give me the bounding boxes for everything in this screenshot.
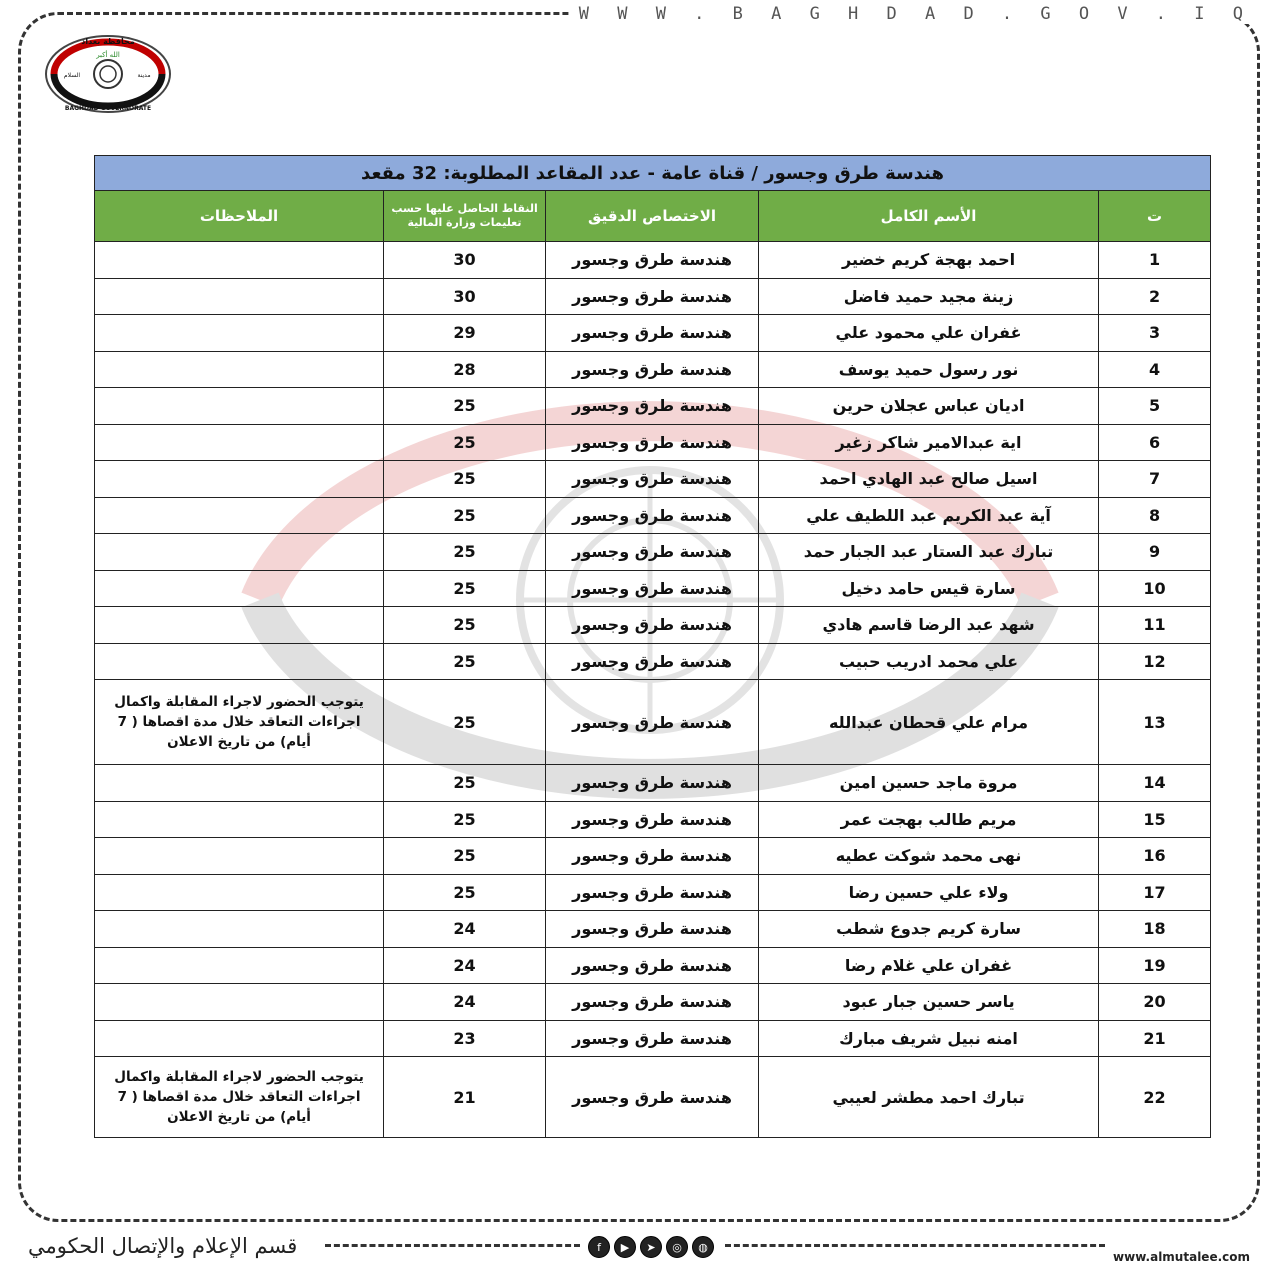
table-row xyxy=(95,801,1211,838)
cell-specialty: هندسة طرق وجسور xyxy=(546,765,759,802)
cell-specialty: هندسة طرق وجسور xyxy=(546,242,759,279)
cell-points: 30 xyxy=(384,278,546,315)
cell-note xyxy=(95,351,384,388)
cell-index: 13 xyxy=(1099,680,1211,765)
cell-note xyxy=(95,278,384,315)
cell-points: 24 xyxy=(384,984,546,1021)
cell-note xyxy=(95,1020,384,1057)
cell-index: 8 xyxy=(1099,497,1211,534)
cell-points: 25 xyxy=(384,570,546,607)
cell-specialty: هندسة طرق وجسور xyxy=(546,570,759,607)
table-row xyxy=(95,680,1211,765)
cell-specialty: هندسة طرق وجسور xyxy=(546,838,759,875)
cell-name: مرام علي قحطان عبدالله xyxy=(759,680,1099,765)
instagram-icon[interactable]: ◎ xyxy=(666,1236,688,1258)
table-row xyxy=(95,1020,1211,1057)
results-table xyxy=(94,155,1211,1138)
cell-index: 22 xyxy=(1099,1057,1211,1138)
cell-index: 18 xyxy=(1099,911,1211,948)
cell-index: 7 xyxy=(1099,461,1211,498)
cell-note: يتوجب الحضور لاجراء المقابلة واكمال اجراءات التعاقد خلال مدة اقصاها ( 7 أيام) من تاريخ الاعلان xyxy=(95,680,384,765)
col-header-index: ت xyxy=(1099,191,1211,242)
cell-index: 17 xyxy=(1099,874,1211,911)
cell-note: يتوجب الحضور لاجراء المقابلة واكمال اجراءات التعاقد خلال مدة اقصاها ( 7 أيام) من تاريخ الاعلان xyxy=(95,1057,384,1138)
footer-divider-right xyxy=(725,1244,1105,1247)
footer-department: قسم الإعلام والإتصال الحكومي xyxy=(22,1234,303,1258)
cell-name: غفران علي محمود علي xyxy=(759,315,1099,352)
cell-index: 4 xyxy=(1099,351,1211,388)
cell-points: 24 xyxy=(384,911,546,948)
svg-text:محافظة بغداد: محافظة بغداد xyxy=(81,37,135,46)
cell-points: 25 xyxy=(384,643,546,680)
table-row xyxy=(95,874,1211,911)
svg-text:BAGHDAD GOVERNORATE: BAGHDAD GOVERNORATE xyxy=(64,105,152,112)
cell-specialty: هندسة طرق وجسور xyxy=(546,461,759,498)
col-header-points: النقاط الحاصل عليها حسب تعليمات وزارة المالية xyxy=(384,191,546,242)
col-header-name: الأسم الكامل xyxy=(759,191,1099,242)
cell-note xyxy=(95,911,384,948)
cell-index: 1 xyxy=(1099,242,1211,279)
cell-name: سارة قيس حامد دخيل xyxy=(759,570,1099,607)
cell-index: 2 xyxy=(1099,278,1211,315)
cell-points: 25 xyxy=(384,874,546,911)
cell-points: 25 xyxy=(384,424,546,461)
cell-index: 6 xyxy=(1099,424,1211,461)
cell-specialty: هندسة طرق وجسور xyxy=(546,874,759,911)
cell-specialty: هندسة طرق وجسور xyxy=(546,534,759,571)
cell-name: نور رسول حميد يوسف xyxy=(759,351,1099,388)
cell-note xyxy=(95,607,384,644)
cell-points: 25 xyxy=(384,607,546,644)
table-row xyxy=(95,461,1211,498)
cell-points: 25 xyxy=(384,388,546,425)
cell-points: 25 xyxy=(384,680,546,765)
svg-text:مدينة: مدينة xyxy=(137,72,151,79)
table-row xyxy=(95,351,1211,388)
table-row xyxy=(95,278,1211,315)
table-row xyxy=(95,947,1211,984)
cell-note xyxy=(95,461,384,498)
cell-index: 12 xyxy=(1099,643,1211,680)
cell-specialty: هندسة طرق وجسور xyxy=(546,388,759,425)
cell-specialty: هندسة طرق وجسور xyxy=(546,278,759,315)
cell-index: 19 xyxy=(1099,947,1211,984)
cell-index: 11 xyxy=(1099,607,1211,644)
col-header-specialty: الاختصاص الدقيق xyxy=(546,191,759,242)
svg-text:الله أكبر: الله أكبر xyxy=(96,51,120,59)
cell-points: 25 xyxy=(384,765,546,802)
cell-name: اية عبدالامير شاكر زغير xyxy=(759,424,1099,461)
cell-index: 10 xyxy=(1099,570,1211,607)
cell-note xyxy=(95,424,384,461)
cell-name: احمد بهجة كريم خضير xyxy=(759,242,1099,279)
cell-note xyxy=(95,838,384,875)
table-row xyxy=(95,424,1211,461)
cell-index: 15 xyxy=(1099,801,1211,838)
table-row xyxy=(95,765,1211,802)
cell-name: مريم طالب بهجت عمر xyxy=(759,801,1099,838)
cell-note xyxy=(95,570,384,607)
cell-index: 14 xyxy=(1099,765,1211,802)
cell-index: 3 xyxy=(1099,315,1211,352)
cell-specialty: هندسة طرق وجسور xyxy=(546,1057,759,1138)
cell-specialty: هندسة طرق وجسور xyxy=(546,643,759,680)
cell-name: شهد عبد الرضا قاسم هادي xyxy=(759,607,1099,644)
cell-points: 29 xyxy=(384,315,546,352)
web-icon[interactable]: ◍ xyxy=(692,1236,714,1258)
cell-points: 25 xyxy=(384,534,546,571)
social-icons xyxy=(588,1236,714,1258)
table-row xyxy=(95,242,1211,279)
cell-index: 20 xyxy=(1099,984,1211,1021)
results-table-wrapper xyxy=(94,155,1210,1138)
cell-note xyxy=(95,643,384,680)
cell-name: زينة مجيد حميد فاضل xyxy=(759,278,1099,315)
cell-note xyxy=(95,765,384,802)
cell-note xyxy=(95,242,384,279)
cell-index: 5 xyxy=(1099,388,1211,425)
site-url[interactable]: W W W . B A G H D A D . G O V . I Q xyxy=(571,4,1260,24)
table-row xyxy=(95,607,1211,644)
cell-name: علي محمد ادريب حبيب xyxy=(759,643,1099,680)
table-row xyxy=(95,643,1211,680)
cell-index: 21 xyxy=(1099,1020,1211,1057)
cell-name: ولاء علي حسين رضا xyxy=(759,874,1099,911)
table-body xyxy=(95,242,1211,1138)
cell-name: تبارك احمد مطشر لعيبي xyxy=(759,1057,1099,1138)
cell-points: 28 xyxy=(384,351,546,388)
cell-points: 30 xyxy=(384,242,546,279)
table-row xyxy=(95,984,1211,1021)
cell-index: 9 xyxy=(1099,534,1211,571)
cell-points: 23 xyxy=(384,1020,546,1057)
cell-points: 25 xyxy=(384,461,546,498)
cell-specialty: هندسة طرق وجسور xyxy=(546,424,759,461)
cell-name: امنه نبيل شريف مبارك xyxy=(759,1020,1099,1057)
cell-name: ياسر حسين جبار عبود xyxy=(759,984,1099,1021)
footer-credit[interactable]: www.almutalee.com xyxy=(1113,1250,1250,1264)
cell-points: 25 xyxy=(384,838,546,875)
cell-specialty: هندسة طرق وجسور xyxy=(546,607,759,644)
cell-specialty: هندسة طرق وجسور xyxy=(546,801,759,838)
cell-name: اسيل صالح عبد الهادي احمد xyxy=(759,461,1099,498)
cell-note xyxy=(95,947,384,984)
cell-specialty: هندسة طرق وجسور xyxy=(546,984,759,1021)
cell-points: 25 xyxy=(384,497,546,534)
governorate-logo xyxy=(44,30,172,114)
table-row xyxy=(95,497,1211,534)
facebook-icon[interactable]: f xyxy=(588,1236,610,1258)
cell-specialty: هندسة طرق وجسور xyxy=(546,947,759,984)
cell-specialty: هندسة طرق وجسور xyxy=(546,497,759,534)
cell-note xyxy=(95,315,384,352)
cell-points: 21 xyxy=(384,1057,546,1138)
table-row xyxy=(95,1057,1211,1138)
table-row xyxy=(95,534,1211,571)
cell-specialty: هندسة طرق وجسور xyxy=(546,1020,759,1057)
cell-points: 24 xyxy=(384,947,546,984)
table-row xyxy=(95,388,1211,425)
cell-specialty: هندسة طرق وجسور xyxy=(546,351,759,388)
col-header-notes: الملاحظات xyxy=(95,191,384,242)
cell-index: 16 xyxy=(1099,838,1211,875)
cell-specialty: هندسة طرق وجسور xyxy=(546,680,759,765)
cell-name: اديان عباس عجلان حرين xyxy=(759,388,1099,425)
svg-text:السلام: السلام xyxy=(63,72,81,79)
cell-specialty: هندسة طرق وجسور xyxy=(546,315,759,352)
cell-specialty: هندسة طرق وجسور xyxy=(546,911,759,948)
cell-note xyxy=(95,984,384,1021)
table-row xyxy=(95,911,1211,948)
cell-note xyxy=(95,388,384,425)
cell-name: نهى محمد شوكت عطيه xyxy=(759,838,1099,875)
cell-name: آية عبد الكريم عبد اللطيف علي xyxy=(759,497,1099,534)
footer-divider-left xyxy=(325,1244,580,1247)
table-row xyxy=(95,315,1211,352)
cell-note xyxy=(95,874,384,911)
cell-note xyxy=(95,801,384,838)
table-row xyxy=(95,838,1211,875)
table-title: هندسة طرق وجسور / قناة عامة - عدد المقاعد المطلوبة: 32 مقعد xyxy=(95,156,1211,191)
telegram-icon[interactable]: ➤ xyxy=(640,1236,662,1258)
cell-name: غفران علي غلام رضا xyxy=(759,947,1099,984)
cell-points: 25 xyxy=(384,801,546,838)
cell-name: مروة ماجد حسين امين xyxy=(759,765,1099,802)
table-row xyxy=(95,570,1211,607)
cell-name: تبارك عبد الستار عبد الجبار حمد xyxy=(759,534,1099,571)
cell-note xyxy=(95,534,384,571)
cell-name: سارة كريم جدوع شطب xyxy=(759,911,1099,948)
youtube-icon[interactable]: ▶ xyxy=(614,1236,636,1258)
cell-note xyxy=(95,497,384,534)
